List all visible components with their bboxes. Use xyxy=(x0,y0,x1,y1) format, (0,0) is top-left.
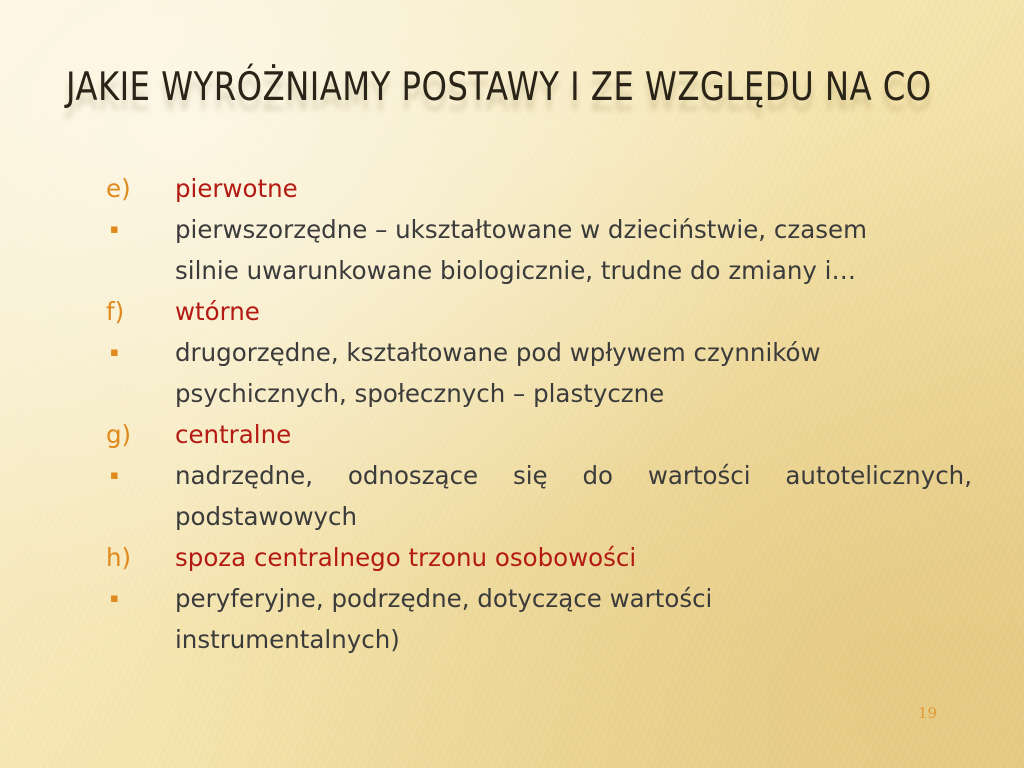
list-item-h xyxy=(106,537,972,578)
list-item-f xyxy=(106,291,972,332)
attitude-type-description: pierwszorzędne – ukształtowane w dzieciństwie, czasem silnie uwarunkowane biologicznie, trudne do zmiany i… xyxy=(175,215,867,285)
slide-title: JAKIE WYRÓŻNIAMY POSTAWY I ZE WZGLĘDU NA CO xyxy=(66,65,932,110)
list-marker: f) xyxy=(106,297,125,326)
attitude-type-heading: pierwotne xyxy=(175,174,298,203)
attitude-type-heading: wtórne xyxy=(175,297,260,326)
attitude-type-heading: centralne xyxy=(175,420,292,449)
square-bullet-icon: ▪ xyxy=(110,222,119,237)
slide-content xyxy=(106,168,972,660)
list-marker: e) xyxy=(106,174,131,203)
list-item-e-description xyxy=(106,209,972,291)
list-item-f-description xyxy=(106,332,972,414)
attitude-type-description: peryferyjne, podrzędne, dotyczące wartości instrumentalnych) xyxy=(175,584,713,654)
list-item-g xyxy=(106,414,972,455)
list-marker: g) xyxy=(106,420,132,449)
attitude-type-heading: spoza centralnego trzonu osobowości xyxy=(175,543,637,572)
list-marker: h) xyxy=(106,543,132,572)
list-item-g-description xyxy=(106,455,972,537)
square-bullet-icon: ▪ xyxy=(110,345,119,360)
square-bullet-icon: ▪ xyxy=(110,468,119,483)
list-item-h-description xyxy=(106,578,972,660)
attitude-type-description: nadrzędne, odnoszące się do wartości autotelicznych, podstawowych xyxy=(175,461,972,531)
page-number: 19 xyxy=(918,704,938,722)
list-item-e xyxy=(106,168,972,209)
square-bullet-icon: ▪ xyxy=(110,591,119,606)
attitude-type-description: drugorzędne, kształtowane pod wpływem czynników psychicznych, społecznych – plastyczne xyxy=(175,338,821,408)
